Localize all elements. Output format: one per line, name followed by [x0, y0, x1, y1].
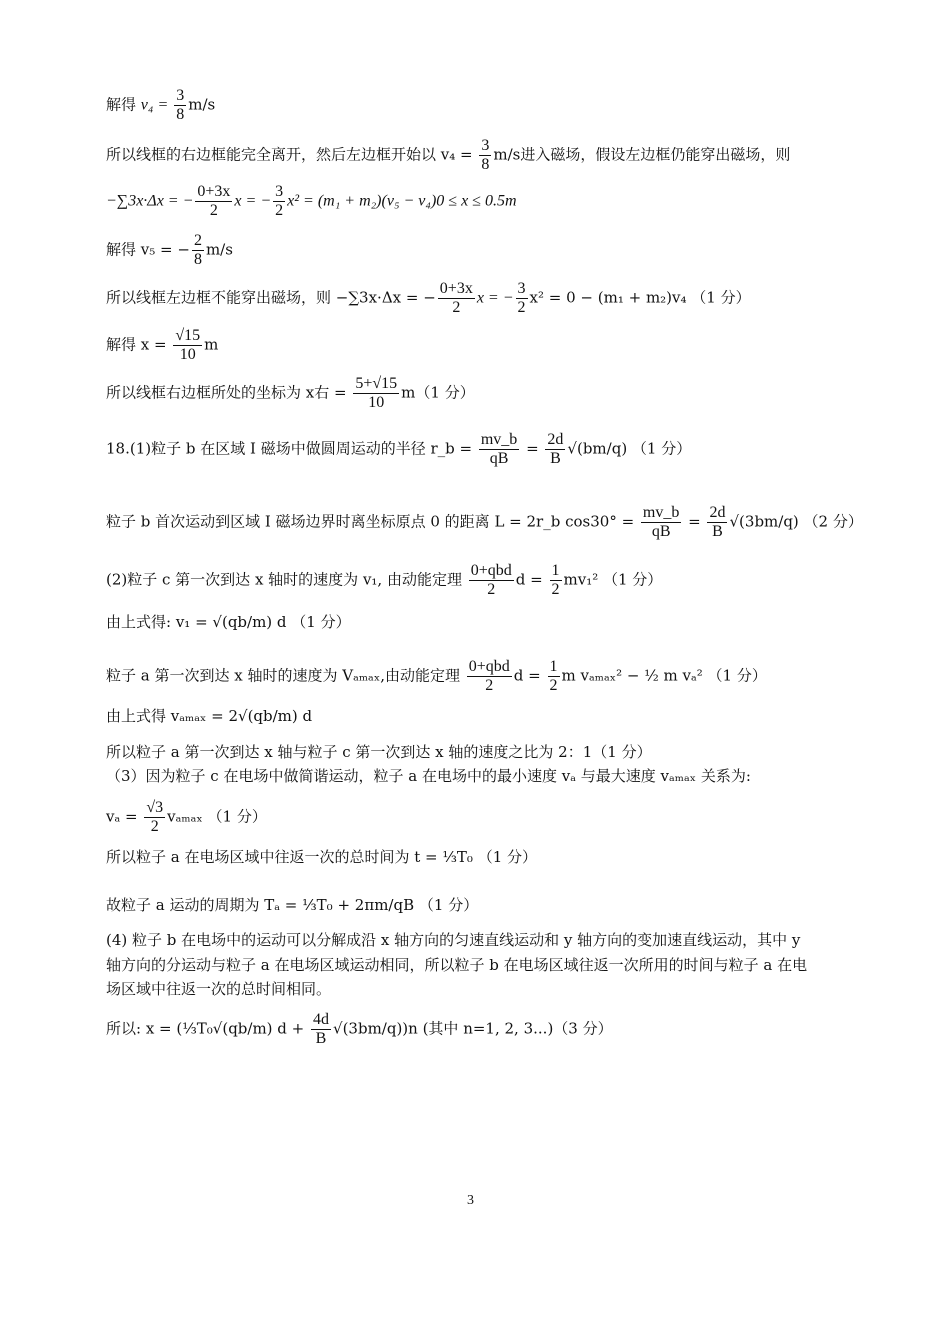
text: mv₁² （1 分） [563, 570, 663, 589]
text: 由上式得 vₐₘₐₓ = 2√(qb/m) d [106, 707, 313, 725]
denominator: qB [651, 523, 671, 540]
numerator: mv_b [642, 504, 680, 521]
line-2 [106, 138, 790, 173]
numerator: 1 [551, 562, 560, 579]
denominator: 10 [179, 346, 196, 363]
text: √(bm/q) （1 分） [567, 439, 692, 458]
text: （3）因为粒子 c 在电场中做简谐运动，粒子 a 在电场中的最小速度 vₐ 与最大速度 vₐₘₐₓ 关系为: [106, 767, 751, 785]
numerator: 0+3x [439, 280, 473, 297]
numerator: √3 [146, 799, 164, 816]
line-16 [106, 800, 267, 835]
numerator: mv_b [480, 431, 518, 448]
denominator: 2 [485, 677, 494, 694]
text: 场区域中往返一次的总时间相同。 [106, 980, 332, 998]
denominator: 2 [517, 299, 526, 316]
fraction [550, 563, 562, 598]
math: v₄ = [140, 96, 173, 114]
text: 所以线框左边框不能穿出磁场，则 −∑3x·Δx = − [106, 288, 436, 307]
text: 解得 [106, 95, 141, 114]
denominator: 2 [452, 299, 461, 316]
denominator: B [712, 523, 723, 540]
fraction [707, 505, 727, 540]
line-7 [106, 376, 475, 411]
text: 轴方向的分运动与粒子 a 在电场区域运动相同，所以粒子 b 在电场区域往返一次所用的时间与粒子 a 在电 [106, 956, 808, 974]
line-3 [106, 184, 517, 219]
line-1 [106, 88, 215, 123]
page-number: 3 [467, 1193, 474, 1208]
fraction [353, 376, 399, 411]
text: x² = (m₁ + m₂)(v₅ − v₄)0 ≤ x ≤ 0.5m [287, 192, 517, 210]
numerator: 0+qbd [470, 562, 512, 579]
denominator: 8 [176, 106, 185, 123]
denominator: 8 [193, 251, 202, 268]
numerator: 3 [176, 87, 185, 104]
fraction [548, 659, 560, 694]
text: m/s [205, 240, 233, 259]
text: = [683, 512, 706, 531]
fraction [641, 505, 681, 540]
text: m vₐₘₐₓ² − ½ m vₐ² （1 分） [561, 666, 767, 685]
text: 所以线框的右边框能完全离开，然后左边框开始以 v₄ = [106, 145, 478, 164]
fraction [174, 88, 186, 123]
fraction [173, 328, 202, 363]
text: (2)粒子 c 第一次到达 x 轴时的速度为 v₁, 由动能定理 [106, 570, 467, 589]
text: 所以粒子 a 第一次到达 x 轴与粒子 c 第一次到达 x 轴的速度之比为 2：1（1 分） [106, 743, 652, 761]
fraction [479, 432, 519, 467]
text: m [204, 335, 219, 354]
numerator: 5+√15 [355, 375, 398, 392]
text: 粒子 a 第一次到达 x 轴时的速度为 Vₐₘₐₓ,由动能定理 [106, 666, 465, 685]
numerator: 2d [547, 431, 564, 448]
numerator: 0+qbd [468, 658, 510, 675]
text: 所以线框右边框所处的坐标为 x右 = [106, 383, 352, 402]
text: 所以粒子 a 在电场区域中往返一次的总时间为 t = ⅓T₀ （1 分） [106, 848, 538, 866]
fraction [516, 281, 528, 316]
text: −∑3x·Δx = − [106, 192, 194, 210]
line-19 [106, 933, 800, 948]
fraction [273, 184, 285, 219]
fraction [469, 563, 514, 598]
text: = [521, 439, 544, 458]
denominator: 2 [275, 202, 284, 219]
numerator: 0+3x [197, 183, 231, 200]
line-17 [106, 850, 537, 865]
fraction [195, 184, 232, 219]
text: x = − [234, 192, 272, 210]
text: 18.(1)粒子 b 在区域 I 磁场中做圆周运动的半径 r_b = [106, 439, 477, 458]
denominator: 10 [368, 394, 385, 411]
line-21 [106, 982, 331, 997]
text: 粒子 b 首次运动到区域 I 磁场边界时离坐标原点 0 的距离 L = 2r_b cos30° = [106, 512, 639, 531]
text: x = − [476, 289, 514, 307]
fraction [545, 432, 565, 467]
text: √(3bm/q) （2 分） [729, 512, 863, 531]
numerator: 3 [275, 183, 284, 200]
numerator: √15 [175, 327, 201, 344]
line-8 [106, 432, 691, 467]
numerator: 2d [709, 504, 726, 521]
text: d = [515, 570, 548, 589]
fraction [467, 659, 512, 694]
text: x² = 0 − (m₁ + m₂)v₄ （1 分） [529, 288, 751, 307]
text: m（1 分） [401, 383, 475, 402]
line-13 [106, 709, 312, 724]
numerator: 3 [517, 280, 526, 297]
denominator: 8 [481, 156, 490, 173]
text: m/s [188, 95, 216, 114]
line-11 [106, 615, 351, 630]
line-5 [106, 281, 751, 316]
denominator: 2 [551, 581, 560, 598]
text: 由上式得: v₁ = √(qb/m) d （1 分） [106, 613, 351, 631]
line-12 [106, 659, 767, 694]
denominator: B [315, 1030, 327, 1047]
denominator: 2 [549, 677, 558, 694]
fraction [192, 233, 204, 268]
denominator: 2 [209, 202, 218, 219]
denominator: B [550, 450, 561, 467]
fraction [479, 138, 491, 173]
denominator: 2 [487, 581, 496, 598]
fraction [144, 800, 165, 835]
denominator: qB [489, 450, 509, 467]
text: d = [513, 666, 546, 685]
fraction [311, 1012, 331, 1047]
line-6 [106, 328, 218, 363]
numerator: 3 [481, 137, 490, 154]
text: vₐₘₐₓ （1 分） [167, 807, 267, 826]
line-18 [106, 898, 478, 913]
numerator: 2 [193, 232, 202, 249]
text: 故粒子 a 运动的周期为 Tₐ = ⅓T₀ + 2πm/qB （1 分） [106, 896, 479, 914]
line-20 [106, 958, 807, 973]
numerator: 1 [549, 658, 558, 675]
numerator: 4d [313, 1011, 330, 1028]
line-9 [106, 505, 863, 540]
line-10 [106, 563, 662, 598]
text: 所以: x = (⅓T₀√(qb/m) d + [106, 1019, 310, 1038]
text: vₐ = [106, 807, 143, 826]
line-14 [106, 745, 652, 760]
line-15 [106, 769, 751, 784]
text: √(3bm/q))n (其中 n=1, 2, 3...)（3 分） [333, 1019, 613, 1038]
line-4 [106, 233, 233, 268]
text: m/s进入磁场，假设左边框仍能穿出磁场，则 [493, 145, 791, 164]
text: 解得 x = [106, 335, 172, 354]
fraction [438, 281, 475, 316]
text: 解得 v₅ = − [106, 240, 190, 259]
denominator: 2 [150, 818, 159, 835]
line-22 [106, 1012, 613, 1047]
text: (4) 粒子 b 在电场中的运动可以分解成沿 x 轴方向的匀速直线运动和 y 轴方向的变加速直线运动，其中 y [106, 931, 801, 949]
